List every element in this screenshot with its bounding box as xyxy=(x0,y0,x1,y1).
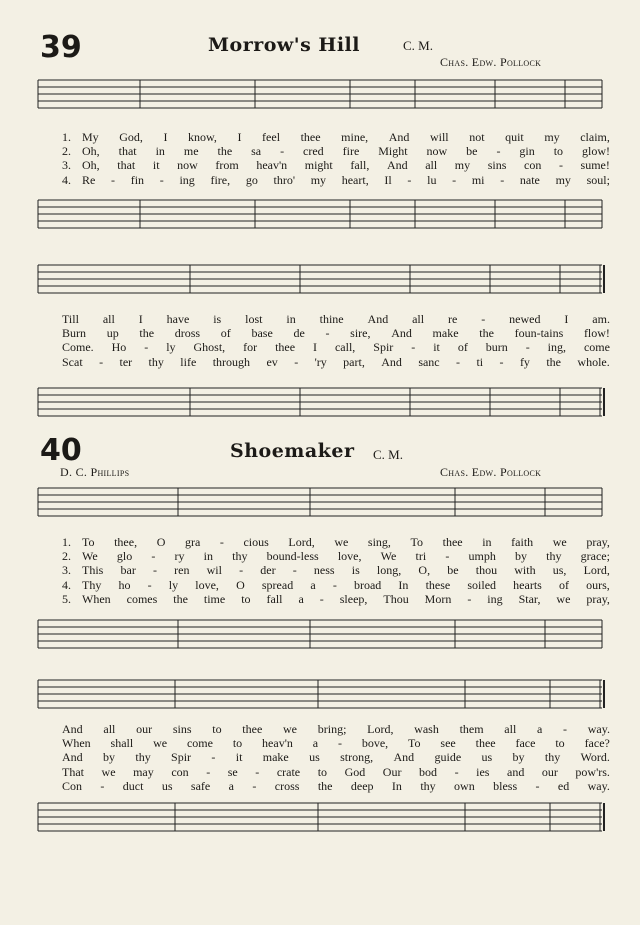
verse-line: Till all I have is lost in thine And all re - newed I am. xyxy=(62,312,610,326)
verse-line: Con - duct us safe a - cross the deep In thy own bless - ed way. xyxy=(62,778,610,793)
verse-lines xyxy=(62,312,610,369)
hymn-number: 39 xyxy=(40,30,82,65)
lyricist-credit: D. C. Phillips xyxy=(60,465,130,479)
verse-line: Scat - ter thy life through ev - 'ry part, And sanc - ti - fy the whole. xyxy=(62,354,610,369)
bass-staff xyxy=(0,610,640,670)
treble-staff xyxy=(0,255,640,315)
verse-line: And all our sins to thee we bring; Lord, wash them all a - way. xyxy=(62,722,610,736)
composer-credit: Chas. Edw. Pollock xyxy=(440,55,542,69)
bass-staff xyxy=(0,378,640,438)
bass-staff xyxy=(0,190,640,250)
verse-lines xyxy=(62,722,610,793)
verse-line: 5. When comes the time to fall a - sleep, Thou Morn - ing Star, we pray, xyxy=(62,591,610,606)
verse-line: 2. Oh, that in me the sa - cred fire Might now be - gin to glow! xyxy=(62,144,610,159)
treble-staff xyxy=(0,672,640,722)
verse-line: 2. We glo - ry in thy bound-less love, We tri - umph by thy grace; xyxy=(62,549,610,564)
verse-line: When shall we come to heav'n a - bove, To see thee face to face? xyxy=(62,736,610,751)
treble-staff xyxy=(0,478,640,538)
bass-staff xyxy=(0,795,640,850)
verse-line: 1. My God, I know, I feel thee mine, And will not quit my claim, xyxy=(62,130,610,144)
verse-lines xyxy=(62,535,610,606)
verse-line: That we may con - se - crate to God Our bod - ies and our pow'rs. xyxy=(62,764,610,779)
verse-line: 4. Re - fin - ing fire, go thro' my heart, Il - lu - mi - nate my soul; xyxy=(62,172,610,187)
hymn-title: Morrow's Hill xyxy=(208,34,360,56)
hymn-meter: C. M. xyxy=(373,447,403,462)
verse-line: And by thy Spir - it make us strong, And guide us by thy Word. xyxy=(62,750,610,765)
verse-line: 4. Thy ho - ly love, O spread a - broad In these soiled hearts of ours, xyxy=(62,577,610,592)
hymn-meter: C. M. xyxy=(403,38,433,53)
verse-line: 1. To thee, O gra - cious Lord, we sing, To thee in faith we pray, xyxy=(62,535,610,549)
hymn-number: 40 xyxy=(40,433,82,468)
verse-line: Come. Ho - ly Ghost, for thee I call, Spir - it of burn - ing, come xyxy=(62,340,610,355)
verse-line: Burn up the dross of base de - sire, And make the foun-tains flow! xyxy=(62,326,610,341)
composer-credit: Chas. Edw. Pollock xyxy=(440,465,542,479)
verse-line: 3. This bar - ren wil - der - ness is long, O, be thou with us, Lord, xyxy=(62,563,610,578)
verse-lines xyxy=(62,130,610,187)
verse-line: 3. Oh, that it now from heav'n might fall, And all my sins con - sume! xyxy=(62,158,610,173)
treble-staff xyxy=(0,70,640,130)
hymn-title: Shoemaker xyxy=(230,440,355,462)
